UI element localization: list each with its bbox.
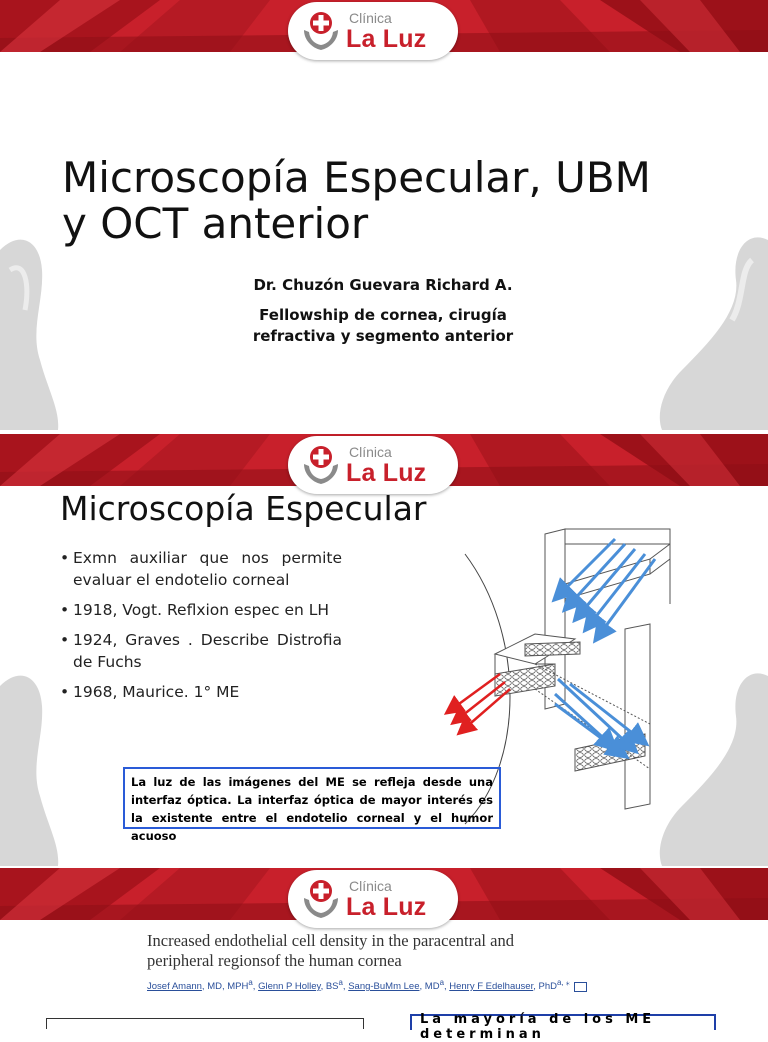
paper-title-line-2: peripheral regionsof the human cornea bbox=[147, 951, 402, 970]
left-hand-watermark-icon bbox=[0, 230, 60, 430]
author-link[interactable]: Glenn P Holley bbox=[258, 981, 321, 993]
medical-cross-icon bbox=[300, 442, 342, 486]
affiliation-line-1: Fellowship de cornea, cirugía bbox=[259, 306, 507, 324]
author-link[interactable]: Sang-BuMm Lee bbox=[348, 981, 420, 993]
author-degree: , PhD bbox=[533, 981, 557, 993]
logo-laluz-text: La Luz bbox=[346, 893, 427, 921]
author-affiliation-mark: a bbox=[439, 978, 444, 987]
author-degree: , MD, MPH bbox=[201, 981, 249, 993]
email-icon[interactable] bbox=[574, 982, 587, 992]
author-degree: , BS bbox=[320, 981, 339, 993]
clinic-logo bbox=[288, 870, 458, 928]
author-degree: , MD bbox=[419, 981, 440, 993]
author-affiliation-mark: a bbox=[248, 978, 253, 987]
title-line-1: Microscopía Especular, UBM bbox=[62, 153, 651, 202]
slide-2-title: Microscopía Especular bbox=[60, 489, 427, 528]
logo-laluz-text: La Luz bbox=[346, 25, 427, 53]
author-link[interactable]: Henry F Edelhauser bbox=[449, 981, 534, 993]
bullet-item: • 1968, Maurice. 1° ME bbox=[60, 681, 342, 703]
medical-cross-icon bbox=[300, 8, 342, 52]
title-line-2: y OCT anterior bbox=[62, 199, 369, 248]
author-name: Dr. Chuzón Guevara Richard A. bbox=[253, 276, 513, 294]
cropped-text: La mayoría de los ME determinan bbox=[420, 1012, 656, 1042]
logo-clinica-text: Clínica bbox=[349, 444, 392, 460]
author-link[interactable]: Josef Amann bbox=[147, 981, 202, 993]
clinic-logo bbox=[288, 436, 458, 494]
medical-cross-icon bbox=[300, 876, 342, 920]
author-affiliation-mark: a bbox=[338, 978, 343, 987]
reflection-note-box: La luz de las imágenes del ME se refleja desde una interfaz óptica. La interfaz óptica de mayor interés es la existente entre el endotelio corneal y el humor acuoso bbox=[123, 767, 501, 829]
cropped-figure-box bbox=[46, 1018, 364, 1029]
left-hand-watermark-icon bbox=[0, 666, 60, 866]
bullet-item: • 1924, Graves . Describe Distrofia de Fuchs bbox=[60, 629, 342, 673]
author-affiliation-mark: a, ⁎ bbox=[556, 978, 570, 987]
cropped-text-box bbox=[410, 1012, 716, 1042]
author-affiliation bbox=[190, 305, 576, 347]
paper-title-line-1: Increased endothelial cell density in the paracentral and bbox=[147, 931, 514, 950]
slide-title bbox=[0, 0, 768, 434]
slide-1-title bbox=[62, 155, 651, 247]
bullet-item: • 1918, Vogt. Reflxion espec en LH bbox=[60, 599, 342, 621]
logo-laluz-text: La Luz bbox=[346, 459, 427, 487]
paper-title bbox=[147, 931, 514, 971]
paper-authors: Josef Amann, MD, MPH$^a$, Glenn P Holley, $BS^a$, Sang-BuMm Lee, $MD^a$, Henry F Edelhauser, PhD$^{a, ⁎}$ bbox=[147, 978, 587, 992]
affiliation-line-2: refractiva y segmento anterior bbox=[252, 327, 514, 345]
slide-paper-reference bbox=[0, 868, 768, 1042]
logo-clinica-text: Clínica bbox=[349, 10, 392, 26]
slide-specular-microscopy bbox=[0, 434, 768, 868]
bullet-list bbox=[60, 547, 342, 711]
logo-clinica-text: Clínica bbox=[349, 878, 392, 894]
clinic-logo bbox=[288, 2, 458, 60]
right-hand-watermark-icon bbox=[652, 230, 768, 430]
bullet-item: • Exmn auxiliar que nos permite evaluar el endotelio corneal bbox=[60, 547, 342, 591]
